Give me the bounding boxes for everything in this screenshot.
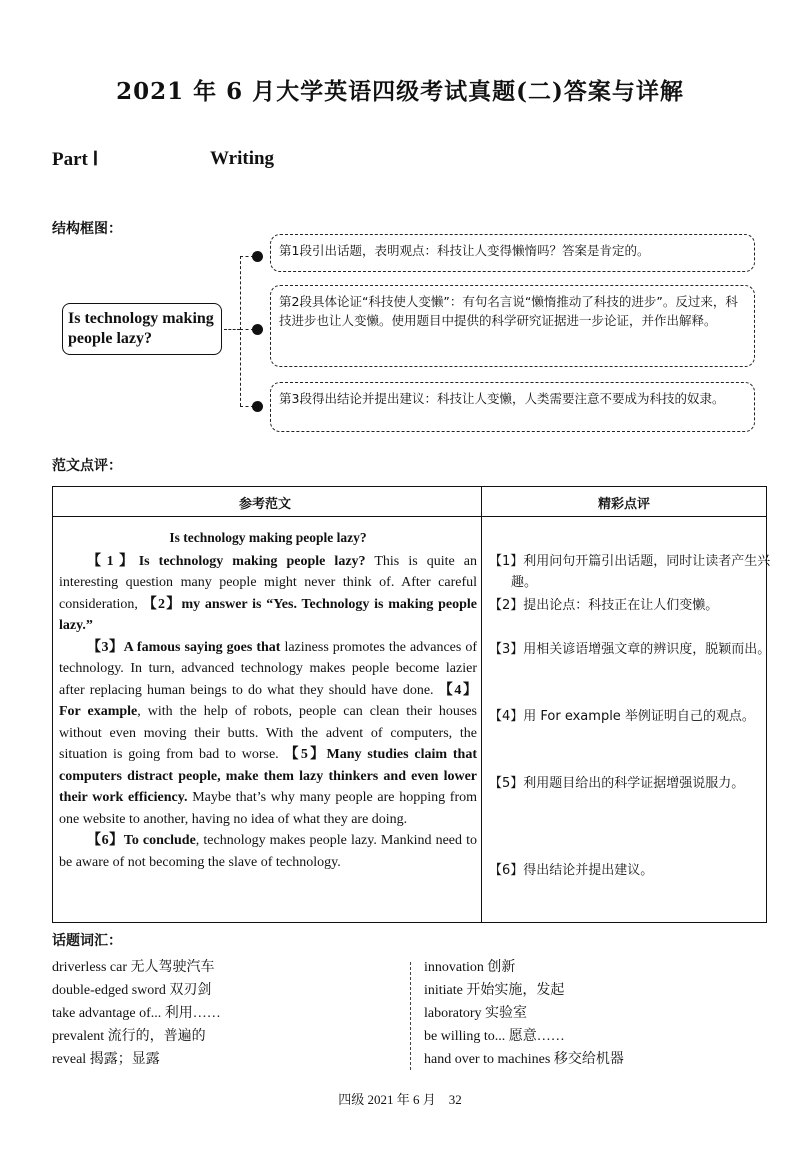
model-essay bbox=[59, 527, 477, 873]
comment-2: 【2】提出论点：科技正在让人们变懒。 bbox=[489, 598, 719, 613]
marker: 【4】 bbox=[438, 682, 477, 698]
vocab-item: hand over to machines 移交给机器 bbox=[424, 1052, 624, 1067]
essay-text: This is quite an interesting question many people might never think of. After careful consideration, bbox=[59, 553, 477, 612]
vocab-item: prevalent 流行的，普遍的 bbox=[52, 1029, 206, 1044]
connector-spine bbox=[240, 256, 241, 406]
marker: 【6】 bbox=[87, 833, 124, 848]
comment-4: 【4】用 For example 举例证明自己的观点。 bbox=[489, 709, 755, 724]
vocab-item: initiate 开始实施，发起 bbox=[424, 983, 565, 998]
branch-paragraph-3: 第3段得出结论并提出建议：科技让人变懒，人类需要注意不要成为科技的奴隶。 bbox=[270, 382, 755, 432]
essay-text: , with the help of robots, people can clean their houses without even moving their butts. With the advent of computers, the situation is going from bad to worse. bbox=[59, 704, 477, 762]
connector-topic bbox=[224, 329, 240, 330]
vocab-item: laboratory 实验室 bbox=[424, 1006, 528, 1021]
column-header-essay: 参考范文 bbox=[239, 497, 292, 512]
vocab-item: double-edged sword 双刃剑 bbox=[52, 983, 212, 998]
marker: 【5】 bbox=[284, 747, 327, 762]
vocabulary-list-left bbox=[52, 956, 221, 1071]
vocabulary-list-right bbox=[424, 956, 624, 1071]
vocab-item: be willing to... 愿意…… bbox=[424, 1029, 565, 1044]
vocab-item: take advantage of... 利用…… bbox=[52, 1006, 221, 1021]
branch-paragraph-1: 第1段引出话题，表明观点：科技让人变得懒惰吗？答案是肯定的。 bbox=[270, 234, 755, 272]
framework-label: 结构框图： bbox=[52, 221, 122, 237]
topic-box: Is technology making people lazy? bbox=[62, 303, 222, 355]
table-header-row bbox=[53, 487, 766, 517]
highlight: Many studies claim that computers distract people, make them lazy thinkers and even lower their work efficiency. bbox=[59, 747, 478, 805]
vocabulary-label: 话题词汇： bbox=[52, 933, 122, 949]
vocabulary-divider bbox=[410, 962, 411, 1070]
review-label: 范文点评： bbox=[52, 458, 122, 474]
essay-text: laziness promotes the advances of technology. In turn, advanced technology makes people become lazier after replacing human beings to do what they should have done. bbox=[59, 639, 478, 698]
vocab-item: driverless car 无人驾驶汽车 bbox=[52, 960, 215, 975]
part-heading bbox=[52, 148, 275, 171]
page-footer: 四级 2021 年 6 月 32 bbox=[338, 1092, 462, 1107]
branch-paragraph-2: 第2段具体论证“科技使人变懒”：有句名言说“懒惰推动了科技的进步”。反过来，科技进步也让人变懒。使用题目中提供的科学研究证据进一步论证，并作出解释。 bbox=[270, 285, 755, 367]
essay-title: Is technology making people lazy? bbox=[169, 530, 367, 545]
essay-paragraph-1 bbox=[59, 551, 477, 637]
highlight: For example bbox=[59, 704, 138, 719]
vocab-item: innovation 创新 bbox=[424, 960, 516, 975]
essay-paragraph-2 bbox=[59, 637, 477, 831]
essay-paragraph-3 bbox=[59, 830, 477, 873]
highlight: To conclude bbox=[123, 833, 196, 848]
marker: 【2】 bbox=[142, 596, 182, 612]
essay-text: , technology makes people lazy. Mankind need to be aware of not becoming the slave of technology. bbox=[59, 833, 477, 870]
column-divider bbox=[481, 487, 482, 922]
bullet-dot-icon bbox=[252, 401, 263, 412]
part-title: Writing bbox=[210, 148, 275, 169]
essay-table bbox=[52, 486, 771, 923]
highlight: my answer is “Yes. Technology is making people lazy.” bbox=[59, 596, 478, 633]
part-number: Part Ⅰ bbox=[52, 149, 99, 170]
comment-6: 【6】得出结论并提出建议。 bbox=[489, 863, 654, 878]
marker: 【1】 bbox=[87, 553, 139, 569]
vocab-item: reveal 揭露；显露 bbox=[52, 1052, 160, 1067]
comment-5: 【5】利用题目给出的科学证据增强说服力。 bbox=[489, 776, 745, 791]
essay-text: Maybe that’s why many people are hopping from one website to another, having no idea of what they are doing. bbox=[59, 790, 477, 827]
page-title: 2021 年 6 月大学英语四级考试真题(二)答案与详解 bbox=[116, 78, 684, 105]
comment-3: 【3】用相关谚语增强文章的辨识度，脱颖而出。 bbox=[489, 642, 771, 657]
marker: 【3】 bbox=[87, 639, 124, 655]
column-header-comment: 精彩点评 bbox=[598, 497, 651, 512]
highlight: Is technology making people lazy? bbox=[138, 553, 366, 569]
highlight: A famous saying goes that bbox=[123, 639, 281, 655]
bullet-dot-icon bbox=[252, 324, 263, 335]
bullet-dot-icon bbox=[252, 251, 263, 262]
comment-1: 【1】利用问句开篇引出话题，同时让读者产生兴趣。 bbox=[489, 554, 771, 590]
